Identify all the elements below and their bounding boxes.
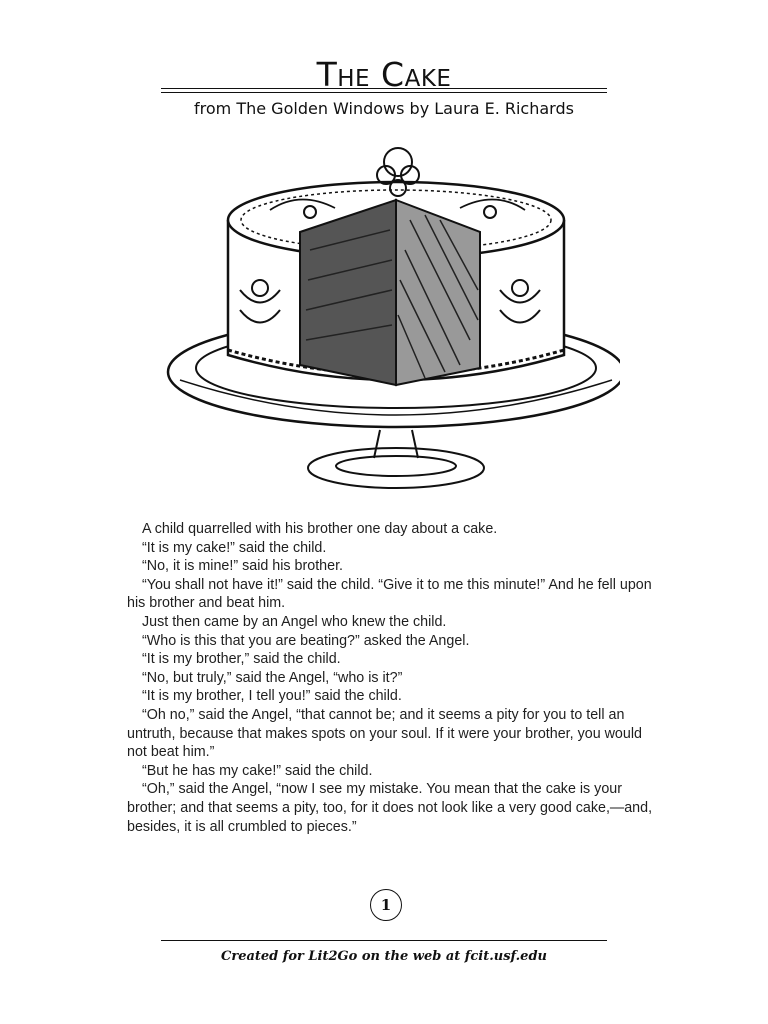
story-paragraph: “It is my cake!” said the child. (142, 539, 327, 556)
story-paragraph: “But he has my cake!” said the child. (142, 762, 373, 779)
stand-base (308, 448, 484, 488)
story-paragraph: “Oh,” said the Angel, “now I see my mistake. You mean that the cake is your brother; and that seems a pity, too, for it does not look like a very good cake,—and, besides, it is all crumbled to pieces.” (127, 781, 653, 835)
page-title: The Cake (316, 55, 452, 94)
footer-rule (161, 940, 607, 941)
story-paragraph: A child quarrelled with his brother one day about a cake. (142, 521, 498, 537)
page-subtitle: from The Golden Windows by Laura E. Richards (194, 99, 574, 118)
page-number: 1 (370, 889, 402, 921)
story-paragraph: “Oh no,” said the Angel, “that cannot be; and it seems a pity for you to tell an untruth, because that makes spots on your soul. If it were your brother, you would not beat him.” (127, 706, 642, 761)
footer-credit: Created for Lit2Go on the web at fcit.usf.edu (221, 949, 547, 964)
story-paragraph: “No, but truly,” said the Angel, “who is it?” (142, 669, 403, 686)
story-paragraph: “No, it is mine!” said his brother. (142, 558, 344, 575)
story-paragraph: Just then came by an Angel who knew the child. (142, 613, 447, 630)
story-paragraph: “Who is this that you are beating?” asked the Angel. (142, 632, 470, 649)
cake-top-rosette (384, 148, 412, 176)
story-paragraph: “It is my brother, I tell you!” said the child. (142, 688, 402, 705)
story-paragraph: “It is my brother,” said the child. (142, 651, 341, 668)
story-paragraph: “You shall not have it!” said the child. “Give it to me this minute!” And he fell upon his brother and beat him. (127, 576, 652, 612)
cake-on-stand-illustration (160, 140, 620, 505)
story-text (127, 520, 657, 836)
